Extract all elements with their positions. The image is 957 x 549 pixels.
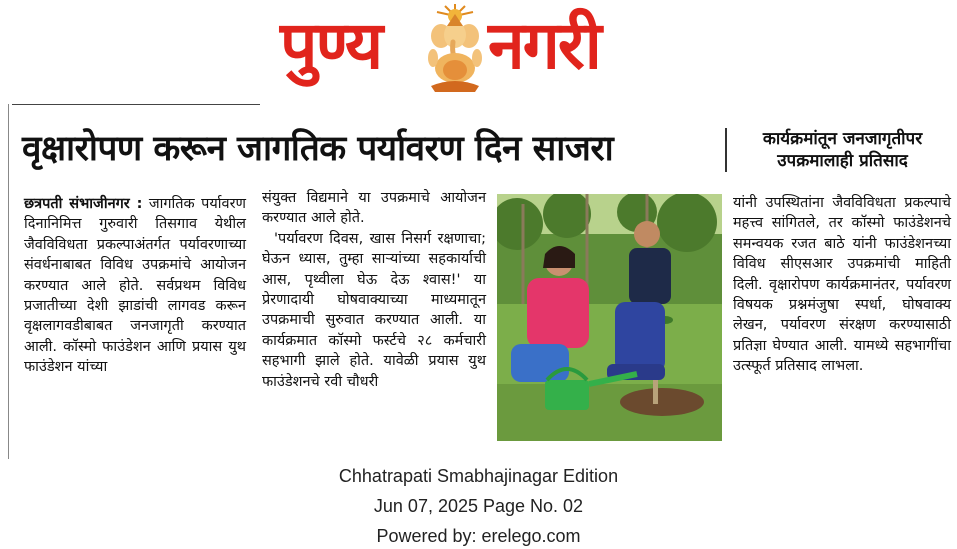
column-border <box>8 104 9 459</box>
article-column-2 <box>262 188 486 392</box>
article-column-1 <box>24 194 246 378</box>
logo-text-left: पुण्य <box>280 7 382 84</box>
powered-by-label: Powered by: erelego.com <box>376 526 581 546</box>
date-page-label: Jun 07, 2025 Page No. 02 <box>373 496 584 516</box>
tree-planting-photo <box>497 194 722 441</box>
dateline: छत्रपती संभाजीनगर : <box>24 196 143 212</box>
divider-rule <box>12 104 260 105</box>
column-1-text: जागतिक पर्यावरण दिनानिमित्त गुरुवारी तिसगाव येथील जैवविविधता प्रकल्पाअंतर्गत पर्यावरणाच्या संवर्धनाबाबत विविध उपक्रमांचे आयोजन करण्यात आले होते. सर्वप्रथम विविध प्रजातीच्या देशी झाडांची लागवड करून वृक्षलागवडीबाबत जनजागृती करण्यात आली. कॉस्मो फाउंडेशन आणि प्रयास युथ फाउंडेशन यांच्या <box>24 196 246 376</box>
column-3-text: यांनी उपस्थितांना जैवविविधता प्रकल्पाचे महत्त्व सांगितले, तर कॉस्मो फाउंडेशनचे समन्वयक रजत बाठे यांनी फाउंडेशनच्या विविध सीएसआर उपक्रमांची माहिती दिली. वृक्षारोपण कार्यक्रमानंतर, पर्यावरण विषयक प्रश्नमंजुषा स्पर्धा, घोषवाक्य लेखन, पर्यावरण संरक्षण करण्यासाठी प्रतिज्ञा घेण्यात आली. यामध्ये सहभागींचा उत्स्फूर्त प्रतिसाद लाभला. <box>733 195 951 375</box>
ganesha-logo-icon <box>423 2 487 94</box>
article-subhead: कार्यक्रमांतून जनजागृतीपर उपक्रमालाही प्रतिसाद <box>762 129 923 171</box>
logo-text-right: नगरी <box>488 7 600 84</box>
column-2-paragraph-2: 'पर्यावरण दिवस, खास निसर्ग रक्षणाचा; घेऊन ध्यास, तुम्हा साऱ्यांच्या सहकार्याची आस, पृथ्वीला घेऊ देऊ श्वास!' या प्रेरणादायी घोषवाक्याच्या माध्यमातून उपक्रमाची सुरुवात करण्यात आली. या कार्यक्रमात कॉस्मो फर्स्टचे २८ कर्मचारी सहभागी झाले होते. यावेळी प्रयास युथ फाउंडेशनचे रवी चौधरी <box>262 230 486 390</box>
headline-divider <box>725 128 727 172</box>
masthead <box>0 0 957 100</box>
column-2-paragraph-1: संयुक्त विद्यमाने या उपक्रमाचे आयोजन करण्यात आले होते. <box>262 190 486 227</box>
article-column-3 <box>733 193 951 377</box>
article-headline: वृक्षारोपण करून जागतिक पर्यावरण दिन साजरा <box>22 129 614 169</box>
edition-label: Chhatrapati Smabhajinagar Edition <box>338 466 619 486</box>
